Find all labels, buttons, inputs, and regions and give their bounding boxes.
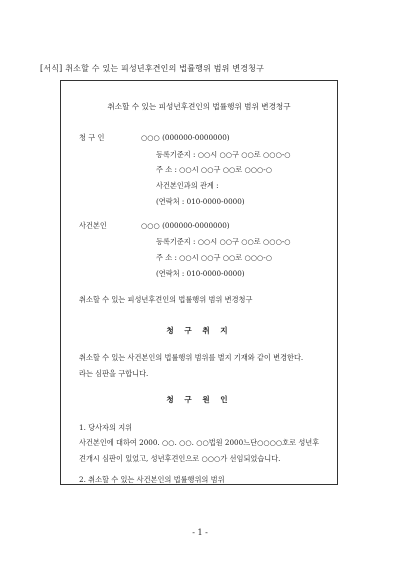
claimant-domicile: 등록기준지 : ○○시 ○○구 ○○로 ○○○-○ <box>156 150 291 159</box>
document-title: 취소할 수 있는 피성년후견인의 법률행위 범위 변경청구 <box>107 102 291 111</box>
claimant-relation: 사건본인과의 관계 : <box>156 181 219 190</box>
subject-contact: (연락처 : 010-0000-0000) <box>156 269 245 278</box>
subject-label: 사건본인 <box>79 221 107 230</box>
page-number: - 1 - <box>192 528 208 537</box>
claimant-name: ○○○ (000000-0000000) <box>141 133 230 142</box>
purpose-heading: 청 구 취 지 <box>166 326 232 335</box>
subject-address: 주 소 : ○○시 ○○구 ○○로 ○○○-○ <box>156 253 272 262</box>
cause-1-title: 1. 당사자의 지위 <box>79 423 133 432</box>
form-caption: [서식] 취소할 수 있는 피성년후견인의 법률행위 범위 변경청구 <box>40 64 265 73</box>
claimant-label: 청 구 인 <box>79 133 105 142</box>
purpose-line-1: 취소할 수 있는 사건본인의 법률행위 범위를 별지 기재와 같이 변경한다. <box>79 353 304 362</box>
cause-2-title: 2. 취소할 수 있는 사건본인의 법률행위의 범위 <box>79 475 225 484</box>
document-frame <box>60 80 338 485</box>
claimant-address: 주 소 : ○○시 ○○구 ○○로 ○○○-○ <box>156 165 272 174</box>
subject-domicile: 등록기준지 : ○○시 ○○구 ○○로 ○○○-○ <box>156 237 291 246</box>
cause-heading: 청 구 원 인 <box>166 395 232 404</box>
subject-name: ○○○ (000000-0000000) <box>141 221 230 230</box>
purpose-line-2: 라는 심판을 구합니다. <box>79 369 149 378</box>
cause-1-line-1: 사건본인에 대하여 2000. ○○. ○○. ○○법원 2000느단○○○○호로 성년후 <box>79 438 320 447</box>
cause-1-line-2: 견개시 심판이 있었고, 성년후견인으로 ○○○가 선임되었습니다. <box>79 454 281 463</box>
case-name: 취소할 수 있는 피성년후견인의 법률행위 범위 변경청구 <box>79 295 253 304</box>
claimant-contact: (연락처 : 010-0000-0000) <box>156 197 245 206</box>
